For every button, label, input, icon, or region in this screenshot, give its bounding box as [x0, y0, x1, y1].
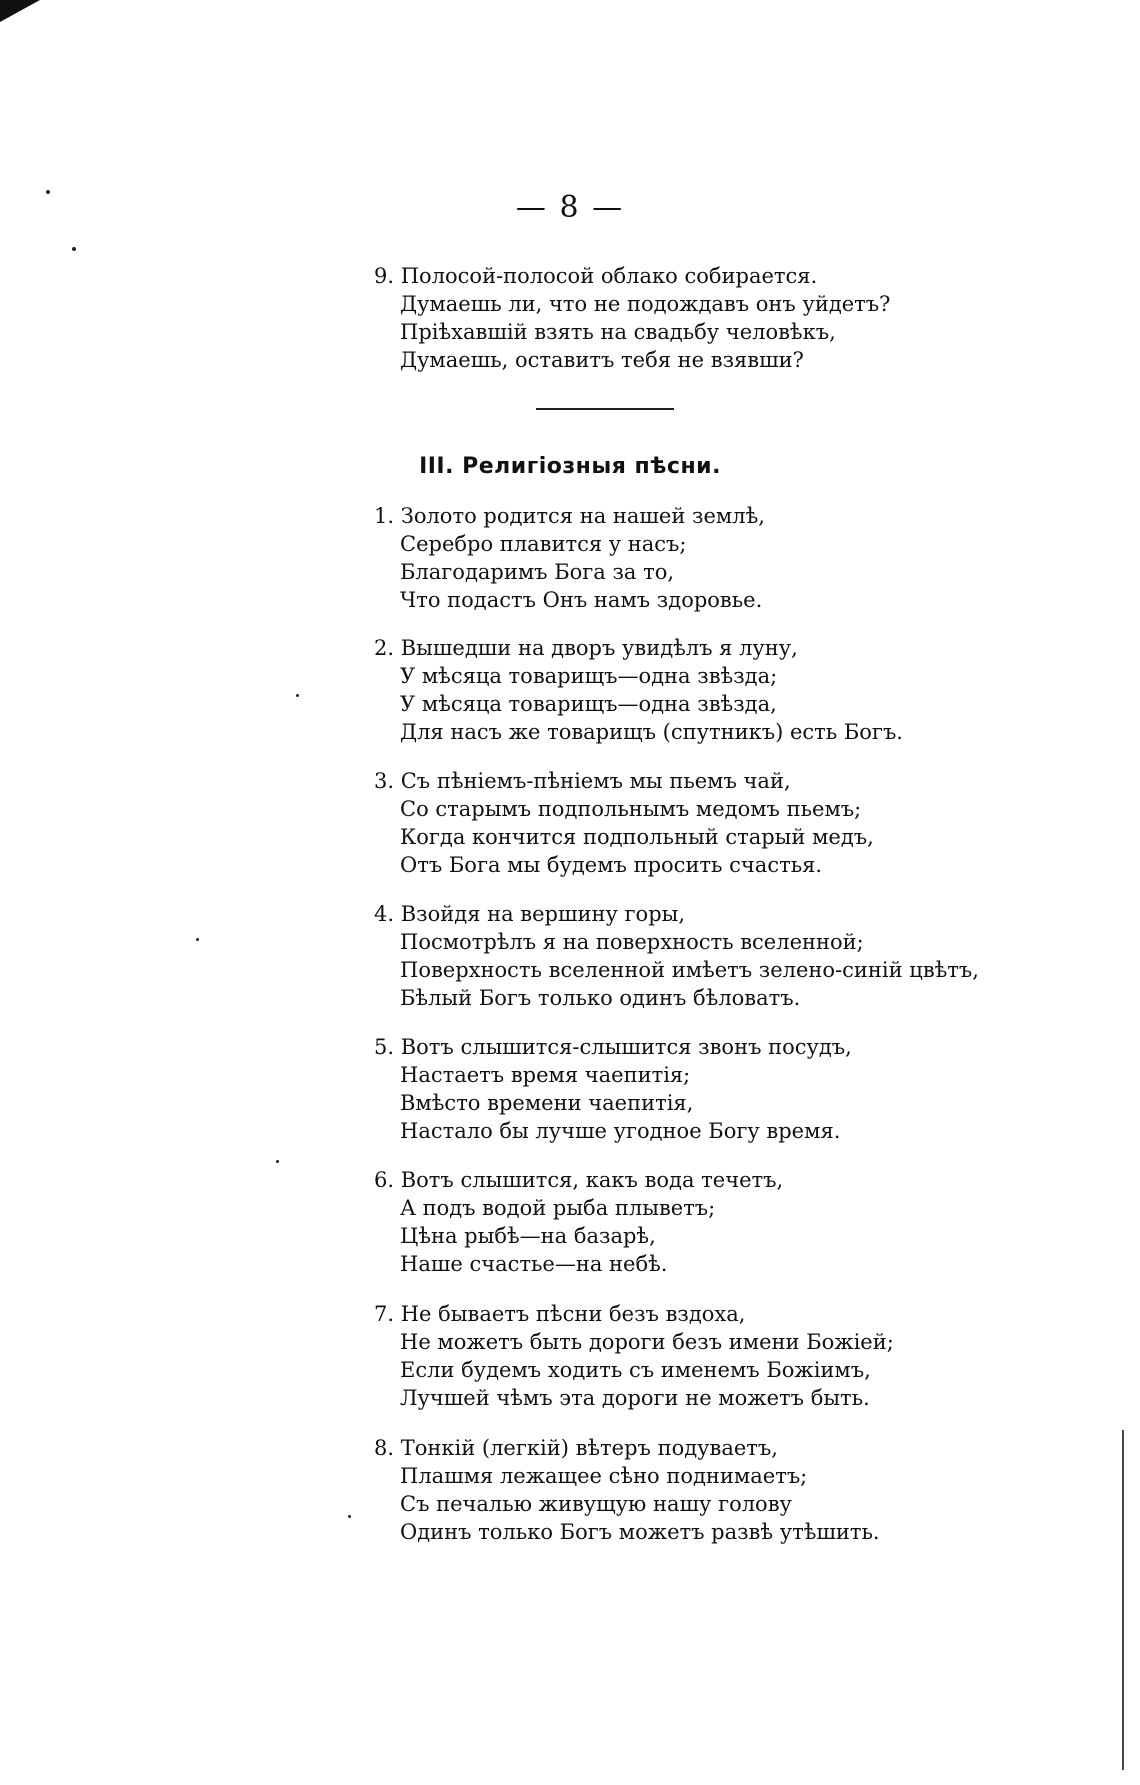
verse-line: Для насъ же товарищъ (спутникъ) есть Богъ.: [400, 720, 903, 744]
verse-line: Вмѣсто времени чаепитія,: [400, 1091, 694, 1115]
section-title: III. Религіозныя пѣсни.: [419, 454, 721, 479]
verse-line: Съ печалью живущую нашу голову: [400, 1492, 792, 1516]
verse-line: Лучшей чѣмъ эта дороги не можетъ быть.: [400, 1386, 870, 1410]
verse-line: [374, 1434, 974, 1462]
verse-line: Одинъ только Богъ можетъ развѣ утѣшить.: [400, 1520, 880, 1544]
verse-number: 9.: [374, 264, 395, 288]
verse-line: Настаетъ время чаепитія;: [400, 1063, 691, 1087]
scan-speck: [72, 247, 76, 251]
verse-7: [374, 1300, 974, 1412]
verse-line: Что подастъ Онъ намъ здоровье.: [400, 588, 763, 612]
verse-3: [374, 767, 974, 879]
verse-line-text: Золото родится на нашей землѣ,: [400, 504, 765, 528]
verse-line: [374, 900, 974, 928]
verse-line: У мѣсяца товарищъ—одна звѣзда;: [400, 664, 778, 688]
verse-line: [374, 262, 974, 290]
verse-line: А подъ водой рыба плыветъ;: [400, 1196, 716, 1220]
verse-number: 3.: [374, 769, 395, 793]
verse-line-text: Взойдя на вершину горы,: [400, 902, 686, 926]
verse-number: 5.: [374, 1035, 395, 1059]
verse-line: Благодаримъ Бога за то,: [400, 560, 675, 584]
verse-line: Наше счастье—на небѣ.: [400, 1252, 668, 1276]
verse-number: 7.: [374, 1302, 395, 1326]
verse-line: Бѣлый Богъ только одинъ бѣловатъ.: [400, 986, 801, 1010]
verse-6: [374, 1166, 974, 1278]
verse-1: [374, 502, 974, 614]
verse-line: Настало бы лучше угодное Богу время.: [400, 1119, 841, 1143]
verse-line-text: Вотъ слышится-слышится звонъ посудъ,: [400, 1035, 852, 1059]
verse-2: [374, 634, 974, 746]
intro-verse: [374, 262, 974, 374]
verse-line: Пріѣхавшій взять на свадьбу человѣкъ,: [400, 320, 836, 344]
verse-line: Серебро плавится у насъ;: [400, 532, 687, 556]
verse-number: 6.: [374, 1168, 395, 1192]
verse-5: [374, 1033, 974, 1145]
page-number: — 8 —: [515, 190, 625, 225]
verse-line: [374, 634, 974, 662]
verse-8: [374, 1434, 974, 1546]
scan-speck: [348, 1515, 351, 1518]
verse-number: 2.: [374, 636, 395, 660]
verse-line-text: Не бываетъ пѣсни безъ вздоха,: [400, 1302, 746, 1326]
verse-line-text: Вышедши на дворъ увидѣлъ я луну,: [400, 636, 798, 660]
scan-speck: [196, 938, 199, 941]
verse-line: Думаешь, оставитъ тебя не взявши?: [400, 348, 804, 372]
verse-line: Поверхность вселенной имѣетъ зелено-синій цвѣтъ,: [400, 958, 979, 982]
scan-edge-line: [1122, 1430, 1124, 1770]
verse-line: [374, 1300, 974, 1328]
verse-line: [374, 767, 974, 795]
scan-speck: [276, 1160, 279, 1163]
verse-4: [374, 900, 979, 1012]
verse-line: Плашмя лежащее сѣно поднимаетъ;: [400, 1464, 808, 1488]
verse-line: У мѣсяца товарищъ—одна звѣзда,: [400, 692, 777, 716]
verse-line: [374, 1166, 974, 1194]
verse-line: Цѣна рыбѣ—на базарѣ,: [400, 1224, 656, 1248]
scan-speck: [296, 694, 299, 697]
verse-number: 4.: [374, 902, 395, 926]
verse-line-text: Полосой-полосой облако собирается.: [400, 264, 818, 288]
verse-number: 1.: [374, 504, 395, 528]
verse-line: Со старымъ подпольнымъ медомъ пьемъ;: [400, 797, 862, 821]
verse-line: Когда кончится подпольный старый медъ,: [400, 825, 874, 849]
verse-line-text: Съ пѣніемъ-пѣніемъ мы пьемъ чай,: [400, 769, 791, 793]
section-divider: [536, 408, 674, 410]
scan-corner-mark: [0, 0, 40, 22]
verse-line: Если будемъ ходить съ именемъ Божіимъ,: [400, 1358, 871, 1382]
verse-line: [374, 502, 974, 530]
verse-number: 8.: [374, 1436, 395, 1460]
verse-line: Думаешь ли, что не подождавъ онъ уйдетъ?: [400, 292, 891, 316]
verse-line: [374, 1033, 974, 1061]
verse-line-text: Тонкій (легкій) вѣтеръ подуваетъ,: [400, 1436, 778, 1460]
verse-line: Посмотрѣлъ я на поверхность вселенной;: [400, 930, 864, 954]
verse-line: Отъ Бога мы будемъ просить счастья.: [400, 853, 823, 877]
verse-line-text: Вотъ слышится, какъ вода течетъ,: [400, 1168, 784, 1192]
verse-line: Не можетъ быть дороги безъ имени Божіей;: [400, 1330, 894, 1354]
